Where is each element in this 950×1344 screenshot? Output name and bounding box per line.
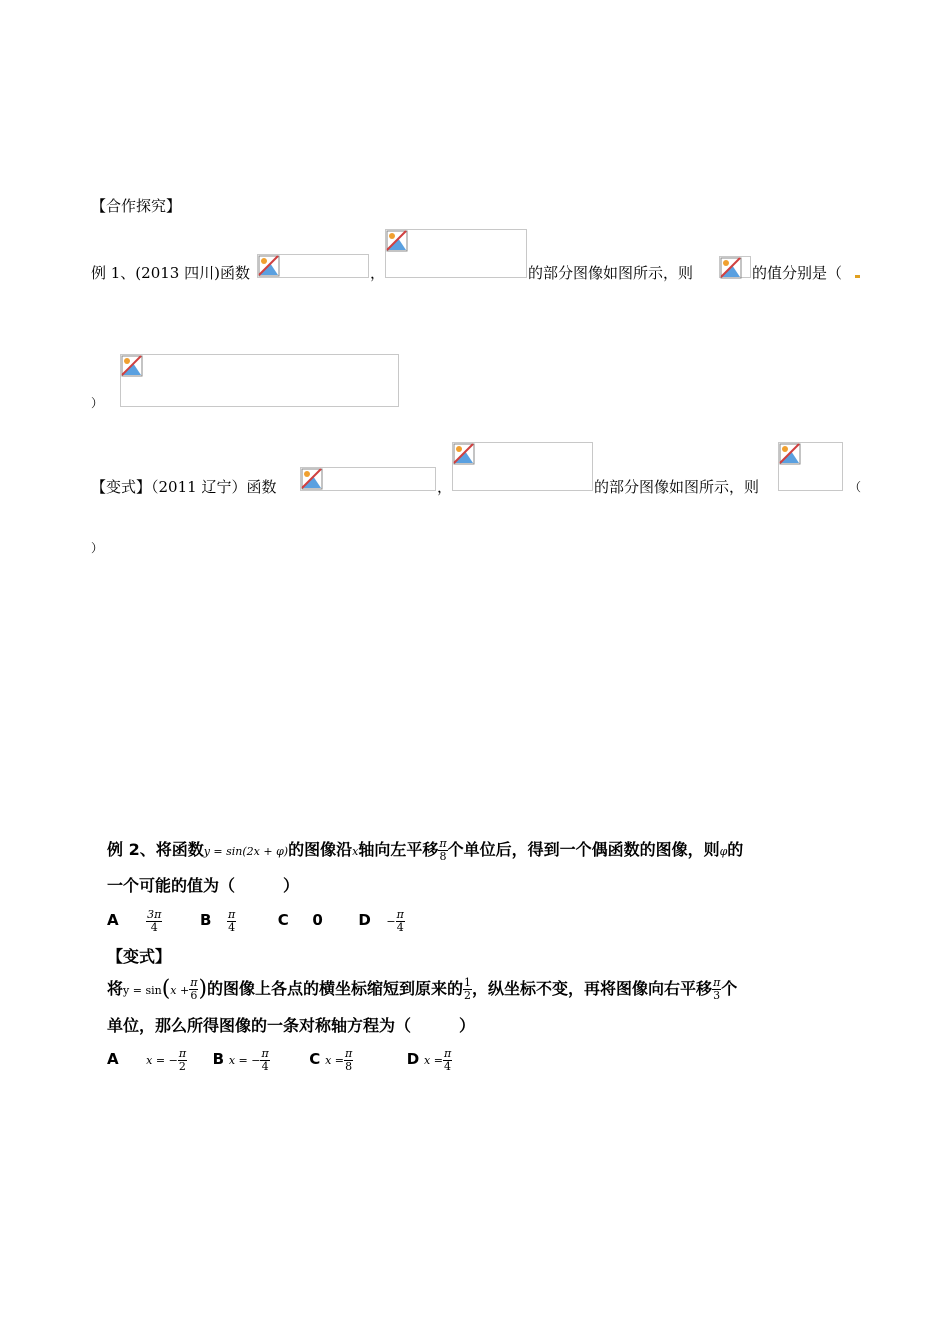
- option-b-fraction: [227, 909, 236, 934]
- option-d-label: D: [358, 911, 371, 929]
- variant2-text: 的图像上各点的横坐标缩短到原来的: [207, 979, 464, 998]
- fraction-denominator: 8: [439, 850, 447, 863]
- fraction-denominator: 8: [345, 1059, 353, 1073]
- variant1-prefix: 【变式】（2011 辽宁）函数: [91, 478, 277, 496]
- example2-text: 的图像沿: [288, 840, 353, 859]
- option-c-label: C: [277, 911, 289, 929]
- option-a-fraction: [146, 909, 162, 934]
- fraction-numerator: π: [261, 1046, 269, 1060]
- variant2-shift-fraction: [712, 977, 721, 1002]
- image-placeholder-function: [300, 467, 436, 491]
- broken-image-icon: [453, 443, 475, 465]
- example2-text: 的: [727, 840, 744, 859]
- variant1-mid: 的部分图像如图所示，则: [594, 478, 760, 496]
- example1-comma: ，: [370, 264, 386, 282]
- example1-prefix: 例 1、(2013 四川)函数: [91, 264, 250, 282]
- variant2-text: 将: [107, 979, 124, 998]
- option-d-fraction: [443, 1048, 452, 1073]
- image-placeholder-function: [257, 254, 369, 278]
- fraction-numerator: π: [713, 976, 721, 989]
- broken-image-icon: [386, 230, 408, 252]
- example1-close: ）: [91, 396, 104, 410]
- option-d-fraction: [396, 909, 405, 934]
- fraction-numerator: π: [443, 1046, 452, 1060]
- example2-shift-fraction: [438, 838, 447, 863]
- option-a-label: A: [107, 911, 119, 929]
- option-a-label: A: [107, 1050, 119, 1068]
- fraction-denominator: 6: [190, 989, 198, 1002]
- example2-text: 个单位后，得到一个偶函数的图像，则: [447, 840, 720, 859]
- fraction-numerator: π: [439, 837, 447, 850]
- image-placeholder-params: [719, 256, 751, 278]
- fraction-denominator: 4: [396, 920, 404, 934]
- variant2-line2: 单位，那么所得图像的一条对称轴方程为（ ）: [107, 1016, 476, 1035]
- variant2-text: 个: [721, 979, 738, 998]
- example2-function: y = sin(2x + φ): [203, 845, 289, 858]
- fraction-numerator: 3π: [147, 907, 162, 921]
- anchor-marker: [855, 275, 860, 278]
- variant1-close: ）: [91, 541, 104, 555]
- option-b-fraction: [260, 1048, 269, 1073]
- section-heading: 【合作探究】: [91, 197, 182, 215]
- broken-image-icon: [779, 443, 801, 465]
- option-c-value: 0: [312, 911, 323, 929]
- example2-text: 例 2、将函数: [107, 840, 204, 859]
- option-c-equation: x =: [325, 1054, 344, 1067]
- variant2-line1: 将y = sin(x + $\frac{\pi}{6}$ )的图像上各点的横坐标缩短到原来的 $\frac{1}{2}$ ，纵坐标不变，再将图像向右平移 $\frac{\pi}{3}$ 个: [107, 976, 738, 1002]
- option-c-label: C: [309, 1050, 321, 1068]
- option-a-fraction: [178, 1048, 187, 1073]
- option-b-label: B: [212, 1050, 225, 1068]
- option-a-equation: x = −: [146, 1054, 178, 1067]
- image-placeholder-condition: [385, 229, 527, 278]
- example2-options: [107, 905, 405, 937]
- variant2-function: y = sin: [123, 984, 162, 997]
- broken-image-icon: [121, 355, 143, 377]
- option-d-equation: x =: [424, 1054, 443, 1067]
- fraction-denominator: 3: [713, 989, 721, 1002]
- fraction-denominator: 2: [178, 1059, 186, 1073]
- option-b-equation: x = −: [228, 1054, 261, 1067]
- image-placeholder-options: [120, 354, 399, 407]
- fraction-numerator: π: [396, 907, 404, 921]
- variant2-heading: 【变式】: [107, 947, 172, 966]
- fraction-denominator: 4: [228, 920, 236, 934]
- broken-image-icon: [301, 468, 323, 490]
- fraction-numerator: 1: [464, 976, 472, 989]
- variant2-function-inner: x +: [170, 984, 190, 997]
- broken-image-icon: [720, 257, 742, 279]
- variant2-options: [107, 1044, 452, 1076]
- example1-suffix: 的值分别是（: [752, 264, 843, 282]
- example2-line1: [107, 838, 743, 864]
- fraction-denominator: 4: [444, 1059, 452, 1073]
- fraction-numerator: π: [344, 1046, 353, 1060]
- option-d-label: D: [406, 1050, 420, 1068]
- option-b-label: B: [199, 911, 212, 929]
- example2-phi: φ: [719, 845, 728, 858]
- image-placeholder-params: [778, 442, 843, 491]
- example1-mid: 的部分图像如图所示，则: [528, 264, 694, 282]
- option-c-fraction: [344, 1048, 353, 1073]
- fraction-denominator: 4: [261, 1059, 269, 1073]
- option-d-sign: −: [386, 915, 396, 928]
- fraction-numerator: π: [227, 907, 236, 921]
- fraction-denominator: 4: [150, 920, 158, 934]
- example2-text: 轴向左平移: [358, 840, 439, 859]
- image-placeholder-condition: [452, 442, 593, 491]
- fraction-numerator: π: [190, 976, 198, 989]
- broken-image-icon: [258, 255, 280, 277]
- example2-line2: 一个可能的值为（ ）: [107, 876, 300, 895]
- variant2-text: ，纵坐标不变，再将图像向右平移: [472, 979, 713, 998]
- variant2-half-fraction: [463, 977, 472, 1002]
- example2-x-var: x: [352, 845, 359, 858]
- variant1-open: （: [849, 480, 862, 494]
- fraction-numerator: π: [178, 1046, 187, 1060]
- variant1-comma: ，: [437, 478, 453, 496]
- fraction-denominator: 2: [464, 989, 472, 1002]
